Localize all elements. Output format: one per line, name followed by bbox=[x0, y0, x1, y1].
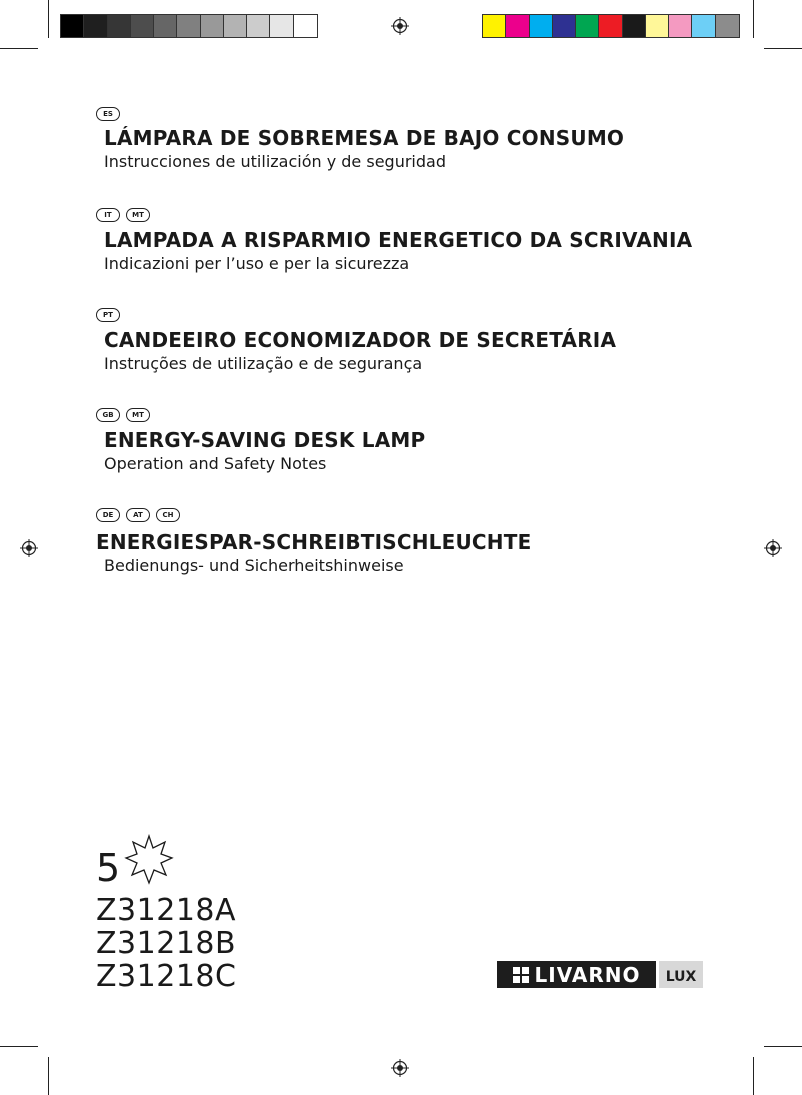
color-swatch bbox=[506, 15, 529, 37]
color-swatch bbox=[108, 15, 131, 37]
section-subtitle: Instruções de utilização e de segurança bbox=[104, 354, 423, 373]
language-badge: ES bbox=[96, 107, 120, 121]
language-badge: MT bbox=[126, 408, 150, 422]
warranty-years: 5 bbox=[96, 846, 121, 890]
language-badge: CH bbox=[156, 508, 180, 522]
section-subtitle: Bedienungs- und Sicherheitshinweise bbox=[104, 556, 404, 575]
color-swatch bbox=[84, 15, 107, 37]
crop-mark bbox=[0, 1046, 38, 1047]
color-swatch bbox=[154, 15, 177, 37]
language-badges bbox=[96, 308, 120, 322]
logo-suffix-block bbox=[659, 961, 703, 988]
registration-mark-icon bbox=[20, 539, 38, 557]
crop-mark bbox=[48, 1057, 49, 1095]
language-badge: AT bbox=[126, 508, 150, 522]
section-subtitle: Operation and Safety Notes bbox=[104, 454, 327, 473]
color-swatch bbox=[692, 15, 715, 37]
language-badge: DE bbox=[96, 508, 120, 522]
color-swatch bbox=[553, 15, 576, 37]
star-burst-icon bbox=[124, 834, 174, 886]
section-title: LAMPADA A RISPARMIO ENERGETICO DA SCRIVANIA bbox=[104, 228, 693, 252]
crop-mark bbox=[48, 0, 49, 38]
model-number: Z31218C bbox=[96, 959, 237, 994]
color-swatch bbox=[716, 15, 739, 37]
color-swatch bbox=[669, 15, 692, 37]
color-swatch bbox=[530, 15, 553, 37]
plus-squares-icon bbox=[513, 967, 529, 983]
section-title: LÁMPARA DE SOBREMESA DE BAJO CONSUMO bbox=[104, 126, 625, 150]
crop-mark bbox=[0, 48, 38, 49]
color-swatch bbox=[599, 15, 622, 37]
section-subtitle: Indicazioni per l’uso e per la sicurezza bbox=[104, 254, 410, 273]
section-title: ENERGY-SAVING DESK LAMP bbox=[104, 428, 426, 452]
color-swatch bbox=[270, 15, 293, 37]
language-badge: GB bbox=[96, 408, 120, 422]
color-swatch bbox=[201, 15, 224, 37]
color-swatch bbox=[623, 15, 646, 37]
registration-mark-icon bbox=[764, 539, 782, 557]
livarno-lux-logo bbox=[497, 961, 703, 988]
crop-mark bbox=[764, 1046, 802, 1047]
language-badges bbox=[96, 208, 150, 222]
color-swatch bbox=[646, 15, 669, 37]
color-swatch bbox=[131, 15, 154, 37]
language-badge: MT bbox=[126, 208, 150, 222]
language-badge: IT bbox=[96, 208, 120, 222]
color-swatch bbox=[576, 15, 599, 37]
color-swatch bbox=[61, 15, 84, 37]
language-badge: PT bbox=[96, 308, 120, 322]
registration-mark-icon bbox=[391, 1059, 409, 1077]
color-swatch bbox=[483, 15, 506, 37]
language-badges bbox=[96, 408, 150, 422]
logo-suffix-text: LUX bbox=[665, 969, 697, 985]
color-swatch bbox=[247, 15, 270, 37]
language-badges bbox=[96, 508, 180, 522]
registration-mark-icon bbox=[391, 17, 409, 35]
language-badges bbox=[96, 107, 120, 121]
logo-brand-block bbox=[497, 961, 656, 988]
model-number: Z31218A bbox=[96, 893, 237, 928]
color-swatch bbox=[224, 15, 247, 37]
section-title: CANDEEIRO ECONOMIZADOR DE SECRETÁRIA bbox=[104, 328, 617, 352]
section-title: ENERGIESPAR-SCHREIBTISCHLEUCHTE bbox=[96, 530, 532, 554]
section-subtitle: Instrucciones de utilización y de seguridad bbox=[104, 152, 446, 171]
color-swatch bbox=[294, 15, 317, 37]
model-number: Z31218B bbox=[96, 926, 237, 961]
crop-mark bbox=[753, 0, 754, 38]
process-color-bar bbox=[482, 14, 740, 38]
crop-mark bbox=[764, 48, 802, 49]
grayscale-color-bar bbox=[60, 14, 318, 38]
crop-mark bbox=[753, 1057, 754, 1095]
logo-brand-text: LIVARNO bbox=[534, 962, 641, 987]
color-swatch bbox=[177, 15, 200, 37]
